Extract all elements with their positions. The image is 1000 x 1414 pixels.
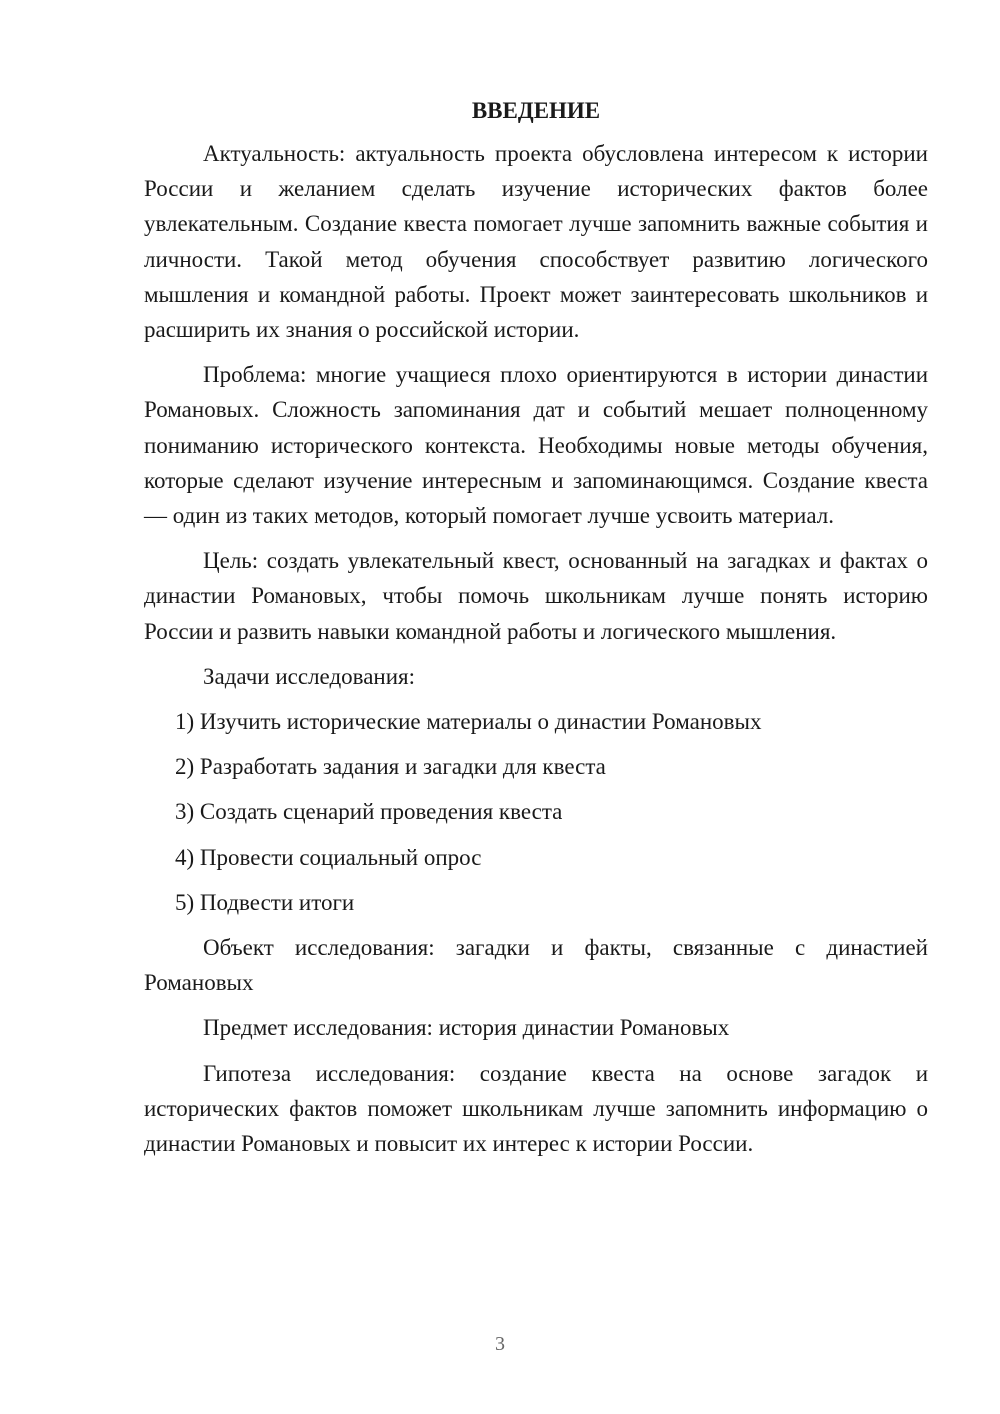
object-paragraph: Объект исследования: загадки и факты, связанные с династией Романовых	[144, 935, 928, 996]
hypothesis-paragraph: Гипотеза исследования: создание квеста на основе загадок и исторических фактов поможет школьникам лучше запомнить информацию о династии Романовых и повысит их интерес к истории России.	[144, 1060, 928, 1157]
page-number: 3	[495, 1333, 505, 1355]
task-item: 1) Изучить исторические материалы о династии Романовых	[175, 709, 762, 735]
document-body	[144, 94, 928, 1171]
goal-paragraph: Цель: создать увлекательный квест, основанный на загадках и фактах о династии Романовых, чтобы помочь школьникам лучше понять историю России и развить навыки командной работы и логического мышления.	[144, 548, 928, 644]
task-item: 4) Провести социальный опрос	[175, 844, 482, 870]
task-item: 5) Подвести итоги	[175, 889, 355, 915]
relevance-paragraph: Актуальность: актуальность проекта обусловлена интересом к истории России и желанием сделать изучение исторических фактов более увлекательным. Создание квеста помогает лучше запомнить важные события и личности. Такой метод обучения способствует развитию логического мышления и командной работы. Проект может заинтересовать школьников и расширить их знания о российской истории.	[144, 141, 928, 343]
tasks-heading: Задачи исследования:	[203, 663, 416, 689]
task-item: 2) Разработать задания и загадки для квеста	[175, 754, 606, 780]
tasks-list	[144, 704, 928, 920]
subject-paragraph: Предмет исследования: история династии Романовых	[203, 1015, 730, 1041]
section-title: ВВЕДЕНИЕ	[471, 98, 601, 123]
task-item: 3) Создать сценарий проведения квеста	[175, 799, 563, 825]
problem-paragraph: Проблема: многие учащиеся плохо ориентируются в истории династии Романовых. Сложность запоминания дат и событий мешает полноценному пониманию исторического контекста. Необходимы новые методы обучения, которые сделают изучение интересным и запоминающимся. Создание квеста — один из таких методов, который помогает лучше усвоить материал.	[144, 362, 928, 529]
